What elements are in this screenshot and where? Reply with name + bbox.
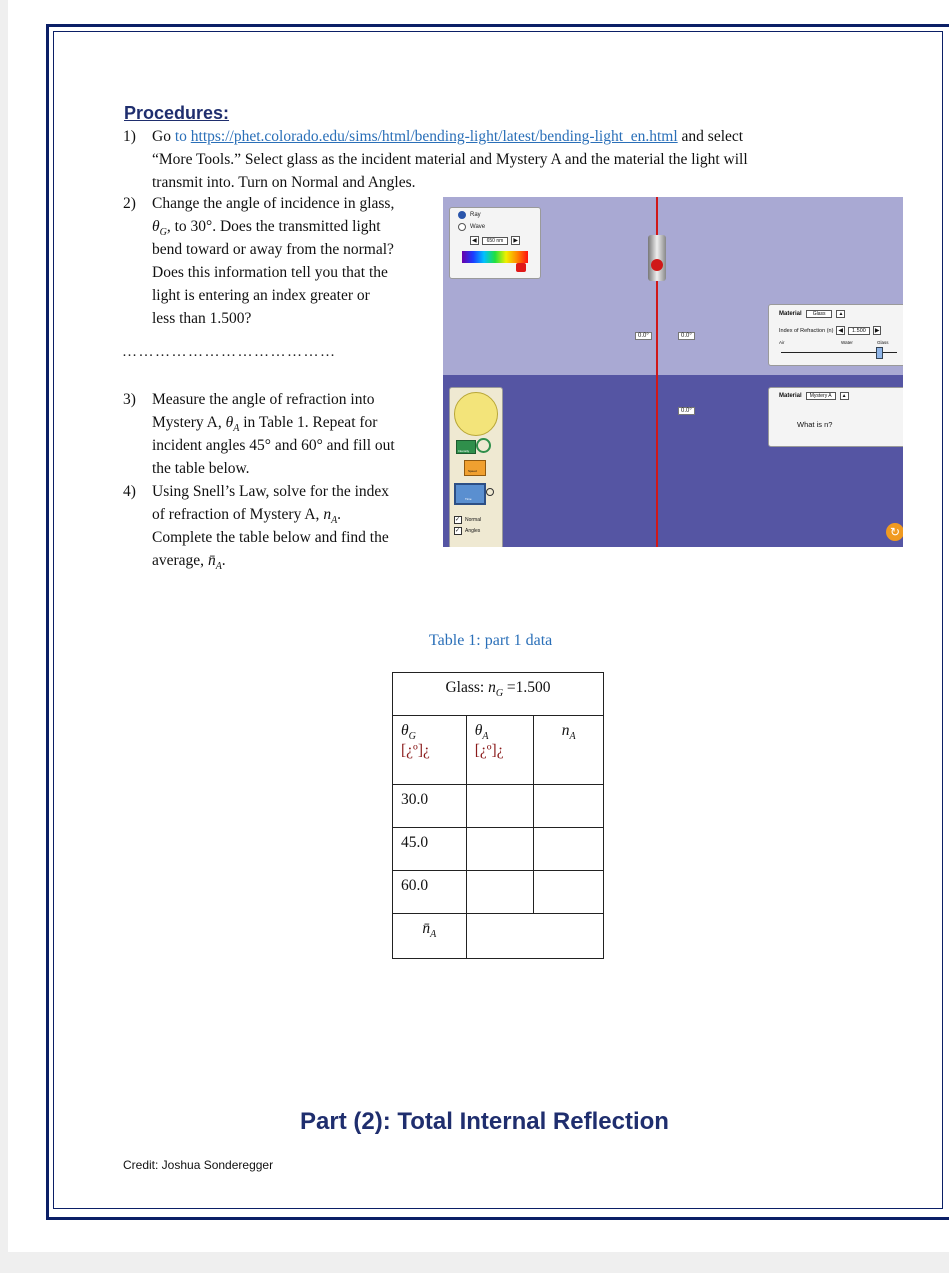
wave-radio[interactable] [458,223,485,231]
credit-text: Credit: Joshua Sonderegger [123,1158,274,1172]
header-glass-text: Glass: [445,679,485,696]
index-decrease-icon[interactable]: ◀ [838,328,844,334]
step2-line3: bend toward or away from the normal? [152,241,394,258]
step2-line1: Change the angle of incidence in glass, [152,195,395,212]
bottom-material-row [779,392,849,400]
n-a-symbol: n [323,506,332,523]
step1-go: Go [152,128,171,145]
col-theta-g [393,716,467,785]
angles-checkbox[interactable] [454,527,480,535]
radio-selected-icon [458,211,466,219]
avg-symbol: n̄ [422,920,431,937]
step1-number: 1) [123,128,136,145]
wavelength-control [470,236,520,245]
wavelength-increase-icon[interactable]: ▶ [513,238,518,244]
header-n-sub: G [495,688,504,700]
step3-number: 3) [123,391,136,408]
row3-theta-g: 60.0 [393,871,467,914]
angle-readout-incident: 0.0° [635,332,652,340]
row2-theta-a-input[interactable] [466,828,534,871]
row1-theta-a-input[interactable] [466,785,534,828]
table-header-row [393,673,604,716]
step4-line2b: . [337,506,342,523]
ray-radio[interactable] [458,211,481,219]
angle-readout-reflected: 0.0° [678,332,695,340]
table-average-row [393,914,604,959]
row3-theta-a-input[interactable] [466,871,534,914]
bottom-material-select[interactable]: Mystery A [806,392,836,400]
table-row [393,785,604,828]
reset-icon[interactable]: ↻ [886,523,903,541]
intensity-probe-icon[interactable] [476,438,491,453]
n-a-sub: A [331,515,338,527]
procedures-heading: Procedures: [124,103,230,123]
avg-sub: A [430,929,437,941]
bending-light-simulation [443,197,903,547]
step4-line4a: average, [152,552,205,569]
wavelength-value[interactable]: 650 nm [482,237,509,245]
dropdown-arrow-icon[interactable]: ▲ [841,393,847,399]
wavelength-decrease-icon[interactable]: ◀ [472,238,477,244]
theta-a-symbol: θ [225,414,234,431]
ray-label: Ray [470,212,481,218]
protractor-icon[interactable] [454,392,498,436]
dropdown-arrow-icon[interactable]: ▲ [838,311,844,317]
col3-symbol: n [561,722,570,739]
intensity-meter-icon[interactable] [456,440,476,454]
laser-pointer[interactable] [648,235,666,281]
bottom-material-panel [768,387,903,447]
wavelength-spectrum-slider[interactable] [462,251,528,263]
col-n-a [534,716,604,785]
col2-symbol: θ [474,722,483,739]
header-n-symbol: n [488,679,496,696]
nbar-a-sub: A [215,561,222,573]
normal-label: Normal [465,517,482,523]
glass-index-cell [393,673,604,716]
check-icon: ✓ [455,517,461,523]
theta-a-sub: A [233,423,240,435]
step2-line6: less than 1.500? [152,310,252,327]
step4-number: 4) [123,483,136,500]
step2-line5: light is entering an index greater or [152,287,370,304]
step3-line2b: in Table 1. Repeat for [239,414,378,431]
step4-line4 [152,549,226,578]
theta-g-sub: G [159,227,167,239]
step4-line2a: of refraction of Mystery A, [152,506,320,523]
table-row [393,828,604,871]
step4-line1: Using Snell’s Law, solve for the index [152,483,390,500]
index-row [779,326,881,335]
step3-line4: the table below. [152,460,250,477]
index-label: Index of Refraction (n) [779,327,834,334]
col1-symbol: θ [401,722,409,739]
step4-line4b: . [221,552,226,569]
step3-line3: incident angles 45° and 60° and fill out [152,437,395,454]
row1-n-a-input[interactable] [534,785,604,828]
slider-glass-label: Glass [877,340,889,345]
step3-line1: Measure the angle of refraction into [152,391,375,408]
normal-checkbox[interactable] [454,516,481,524]
phet-sim-link[interactable]: https://phet.colorado.edu/sims/html/bending-light/latest/bending-light_en.html [190,128,678,145]
laser-button-icon[interactable] [651,259,663,271]
step2-line2-rest: , to 30°. Does the transmitted light [166,218,381,235]
step1-line1 [152,125,872,148]
data-table [392,672,604,959]
col2-sub: A [482,731,489,743]
nbar-a-symbol: n̄ [207,552,216,569]
table-row [393,871,604,914]
time-tool-icon[interactable] [454,483,486,505]
check-icon: ✓ [455,528,461,534]
wavelength-thumb[interactable] [516,263,526,272]
time-probe-icon[interactable] [486,488,494,496]
avg-label-cell [393,914,467,959]
speed-label: Speed [468,469,477,473]
top-material-panel [768,304,903,366]
index-slider-thumb[interactable] [876,347,883,359]
slider-air-label: Air [779,340,785,345]
theta-g-symbol: θ [152,218,160,235]
step1-line3: transmit into. Turn on Normal and Angles. [152,174,416,191]
col1-sub: G [408,731,416,743]
index-value[interactable]: 1.500 [848,327,870,335]
row3-n-a-input[interactable] [534,871,604,914]
row2-theta-g: 45.0 [393,828,467,871]
col-theta-a [466,716,534,785]
part2-heading: Part (2): Total Internal Reflection [300,1108,669,1135]
radio-empty-icon [458,223,466,231]
document-page [8,0,949,1252]
top-material-select[interactable]: Glass [806,310,833,318]
row2-n-a-input[interactable] [534,828,604,871]
light-source-panel [449,207,541,279]
what-is-n-text: What is n? [797,420,833,429]
step3-line2a: Mystery A, [152,414,222,431]
col3-sub: A [569,731,576,743]
speed-tool-icon[interactable] [464,460,486,476]
time-label: Time [465,497,472,501]
intensity-label: Intensity [458,449,470,453]
step1-after-url: and select [677,128,744,145]
top-material-row [779,310,845,318]
wave-label: Wave [470,224,486,230]
bottom-material-label: Material [779,393,802,399]
top-material-label: Material [779,311,802,317]
col1-unit: [¿º]¿ [401,742,430,760]
angle-readout-refracted: 0.0° [678,407,695,415]
avg-value-input[interactable] [466,914,603,959]
step1-line2: “More Tools.” Select glass as the incident material and Mystery A and the material the light will [152,151,748,168]
answer-dotted-line: ………………………………… [122,344,337,360]
col2-unit: [¿º]¿ [474,742,504,760]
header-n-value: =1.500 [506,679,551,696]
step2-line4: Does this information tell you that the [152,264,388,281]
table-caption: Table 1: part 1 data [429,632,553,649]
row1-theta-g: 30.0 [393,785,467,828]
slider-water-label: Water [841,340,853,345]
angles-label: Angles [465,528,481,534]
tools-panel [449,387,503,547]
table-column-headers [393,716,604,785]
index-increase-icon[interactable]: ▶ [874,328,880,334]
step2-number: 2) [123,195,136,212]
step4-line3: Complete the table below and find the [152,529,389,546]
step1-to: to [174,128,187,145]
